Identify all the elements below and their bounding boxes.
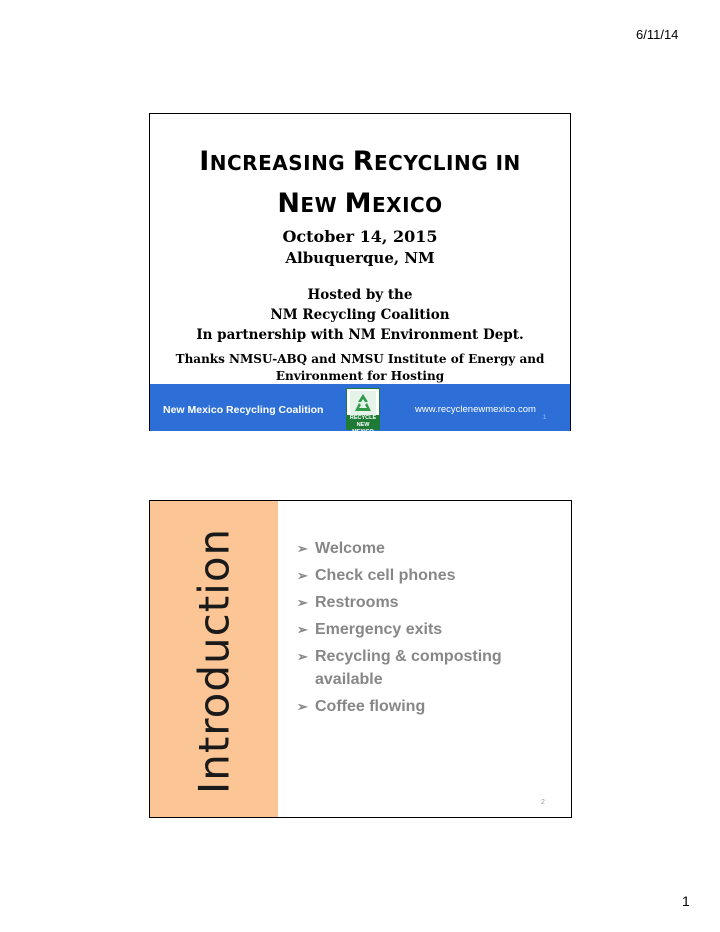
list-item: ➢ Coffee flowing <box>297 695 557 718</box>
recycle-icon <box>350 391 376 415</box>
bullet-list <box>297 537 557 722</box>
hosted-line-1: Hosted by the <box>307 287 413 303</box>
logo-text: RECYCLE NEW MEXICO <box>347 415 379 429</box>
slide-1-title-line-2: NEW MEXICO <box>277 188 443 219</box>
slide-1-footer-bar <box>150 384 570 435</box>
slide-2 <box>149 500 572 818</box>
list-item: ➢ Restrooms <box>297 591 557 614</box>
slide-2-vertical-title: Introduction <box>189 527 239 795</box>
slide-1-title-line-1: INCREASING RECYCLING IN <box>199 146 521 177</box>
list-item: ➢ Welcome <box>297 537 557 560</box>
thanks-line-1: Thanks NMSU-ABQ and NMSU Institute of Energy and <box>175 352 545 366</box>
list-item: ➢ Emergency exits <box>297 618 557 641</box>
hosted-line-3: In partnership with NM Environment Dept. <box>196 327 524 343</box>
arrow-bullet-icon: ➢ <box>297 622 308 637</box>
page-number: 1 <box>682 893 690 909</box>
list-item: ➢ Check cell phones <box>297 564 557 587</box>
thanks-line-2: Environment for Hosting <box>275 369 445 383</box>
event-location: Albuquerque, NM <box>285 249 435 267</box>
website-url: www.recyclenewmexico.com <box>415 404 536 415</box>
hosted-line-2: NM Recycling Coalition <box>270 307 450 323</box>
page-date: 6/11/14 <box>636 27 679 42</box>
arrow-bullet-icon: ➢ <box>297 649 308 664</box>
arrow-bullet-icon: ➢ <box>297 541 308 556</box>
slide-2-number: 2 <box>541 799 545 806</box>
slide-1-number: 1 <box>543 415 547 421</box>
list-item: ➢ Recycling & composting available <box>297 645 557 691</box>
arrow-bullet-icon: ➢ <box>297 699 308 714</box>
event-date: October 14, 2015 <box>282 227 438 246</box>
slide-1 <box>149 113 571 435</box>
arrow-bullet-icon: ➢ <box>297 568 308 583</box>
recycle-new-mexico-logo <box>346 388 380 435</box>
slide-2-side-panel <box>150 501 278 817</box>
arrow-bullet-icon: ➢ <box>297 595 308 610</box>
coalition-name: New Mexico Recycling Coalition <box>163 404 324 416</box>
